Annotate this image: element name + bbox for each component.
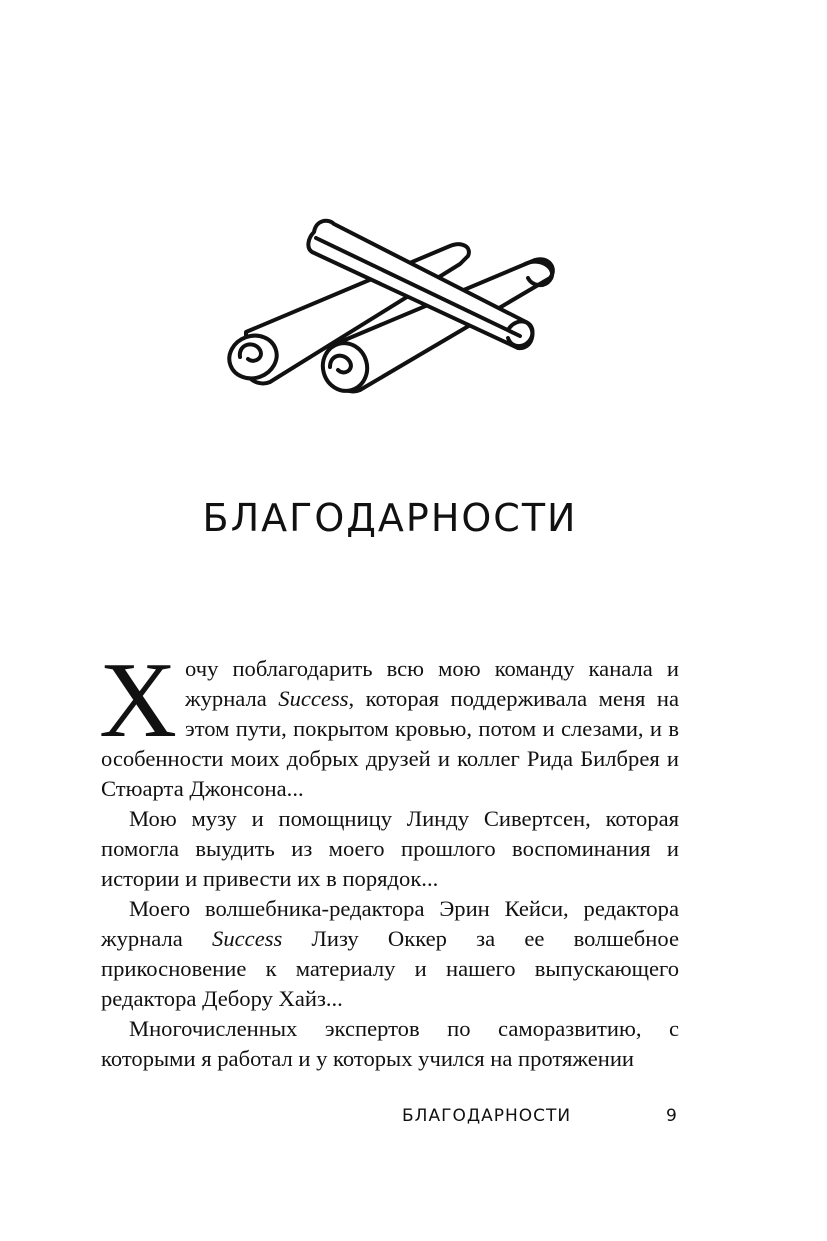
paragraph-3-text-b: Лизу Оккер за ее волшебное прикосновение к материалу и нашего выпускающего редактора Дебору Хайз...	[101, 926, 679, 1011]
chapter-title: БЛАГОДАРНОСТИ	[202, 496, 578, 540]
paragraph-2: Мою музу и помощницу Линду Сивертсен, которая помогла выудить из моего прошлого воспоминания и истории и привести их в порядок...	[101, 806, 679, 891]
cinnamon-sticks-icon	[220, 212, 560, 402]
paragraph-1	[99, 641, 679, 804]
paragraph-4: Многочисленных экспертов по саморазвитию, с которыми я работал и у которых учился на протяжении	[101, 1016, 679, 1071]
paragraph-3	[101, 894, 679, 1014]
magazine-title: Success	[278, 686, 349, 711]
paragraph-1-text-b: , которая поддерживала меня на этом пути, покрытом кровью, потом и слезами, и в особенности моих добрых друзей и коллег Рида Билбрея и Стюарта Джонсона...	[101, 686, 679, 801]
page-number: 9	[666, 1106, 677, 1126]
drop-cap: Х	[99, 641, 177, 760]
paragraph-1-text-a: очу поблагодарить всю мою команду канала и журнала	[185, 656, 679, 711]
paragraph-3-text-a: Моего волшебника-редактора Эрин Кейси, редактора журнала	[101, 896, 679, 951]
running-title: БЛАГОДАРНОСТИ	[402, 1106, 572, 1126]
magazine-title: Success	[212, 926, 283, 951]
body-text	[99, 641, 679, 1074]
